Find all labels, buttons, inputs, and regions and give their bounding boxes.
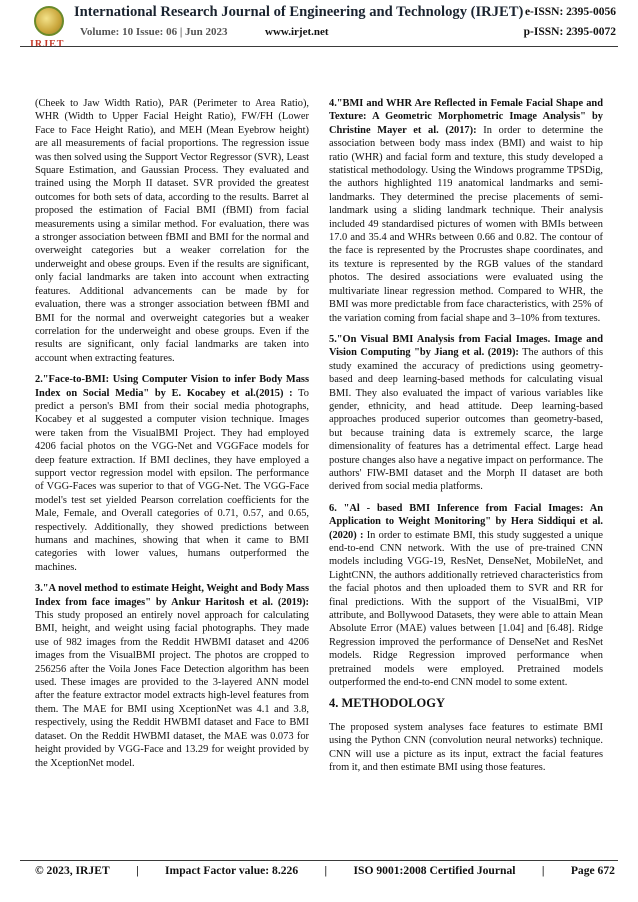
paragraph [329,333,603,494]
page-footer [35,864,615,877]
paragraph-body: In order to estimate BMI, this study suggested a unique end-to-end CNN network. With the use of pre-trained CNN models including VGG-19, ResNet, DenseNet, MobileNet, and LightCNN, the authors additionally retrieved characteristics from the facial photos and then uploaded them to SVR and RR for final predictions. With the support of the VisualBmi, VIP attribute, and Bollywood Datasets, they were able to attain Mean Absolute Error (MAE) values between [1.04] and [6.48]. Ridge Regression improved the performance of DenseNet and ResNet models. Ridge Regression improved performance when pretrained models were employed. Pretrained models outperformed the end-to-end CNN model to some extent. [329,529,603,689]
paragraph [329,502,603,690]
page-number: Page 672 [570,864,615,877]
pissn: p-ISSN: 2395-0072 [523,26,616,38]
right-column [329,97,603,783]
iso-certification: ISO 9001:2008 Certified Journal [353,864,516,877]
left-column [35,97,309,778]
journal-title: International Research Journal of Engineering and Technology (IRJET) [74,4,524,20]
section-heading: 4. METHODOLOGY [329,696,445,711]
footer-separator: | [324,864,328,877]
paragraph-title: 6. "Al - based BMI Inference from Facial Images: An Application to Weight Monitoring" by Hera Siddiqui et al.(2020) : [329,502,603,541]
paragraph: (Cheek to Jaw Width Ratio), PAR (Perimeter to Area Ratio), WHR (Width to Upper Facial Height Ratio), FW/FH (Lower Face to Face Height Ratio), and MEH (Mean Eyebrow height) are all measurements of facial proportions. The regression issue was then solved using the Support Vector Regressor (SVR), Least Square Estimation, and Gaussian Process. They evaluated and trained using the Morph II dataset. SVR provided the greatest outcomes for both sets of data, according to the results. Barret al proposed the estimation of Facial BMI (fBMI) from facial measurements using a similar method. For evaluation, there was a stronger association between fBMI and BMI for the normal and overweight categories but a weaker correlation for the underweight and obese groups. Even if the results are significant, only facial landmarks are taken into account when extracting features. Additional advancements can be made by for evaluation, there was a stronger association between fBMI and BMI for the normal and overweight categories but a weaker correlation for the underweight and obese groups. Even if the results are significant, only facial landmarks are taken into account when extracting features. [35,98,309,364]
copyright: © 2023, IRJET [35,864,110,877]
paragraph-title: 2."Face-to-BMI: Using Computer Vision to infer Body Mass Index on Social Media" by E. Kocabey et al.(2015) : [35,374,309,399]
paragraph [329,97,603,325]
journal-website-link[interactable]: www.irjet.net [265,26,329,38]
paragraph-body: In order to determine the association between body mass index (BMI) and waist to hip ratio (WHR) and facial form and texture, this study developed a statistical methodology. Using the Windows programme TPSDig, the authors highlighted 119 anatomical landmarks and semi-landmarks. They determined the precise placements of semi-landmark using a sliding landmark technique. Their analysis included 49 standardised pictures of women with BMIs between 17.0 and 35.4 and WHRs between 0.66 and 0.82. The contour of the face is represented by the Procrustes shape coordinates, and its texture is represented by the RGB values of the standard photos. The desired associations were evaluated using the multivariate linear regression method. Compared to WHR, the BMI was more predictable from face characteristics, with 25% of the variation coming from facial shape and 3–10% from textures. [329,124,603,324]
irjet-logo-icon [34,6,64,36]
footer-separator: | [541,864,545,877]
paragraph [35,373,309,574]
paragraph [35,582,309,770]
paragraph-body: The authors of this study examined the accuracy of predictions using geometry-based and deep learning-based methods for calculating visual BMI. They also evaluated the impact of various variables like gender, ethnicity, and head attitude. Deep learning-based approaches produced superior outcomes than geometry-based, but because training data is extremely scarce, the large dimensionality of features has a detrimental effect. Large head posture changes also have a negative impact on performance. The authors' FIW-BMI dataset and the Morph II dataset are both derived from social media platforms. [329,347,603,493]
footer-separator: | [136,864,139,877]
logo-text: IRJET [30,39,65,50]
eissn: e-ISSN: 2395-0056 [524,6,616,18]
paragraph-body: To predict a person's BMI from their social media photographs, Kocabey et al suggested a computer vision technique. Images were taken from the VisualBMI Project. They had employed 4206 facial photos on the VGG-Net and VGGFace models for deep feature extraction. If BMI declines, they have employed a support vector regression model with epsilon. The performance of VGG-Faces was superior to that of VGG-Net. The VGG-Face model's test set yielded Pearson correlation coefficients for the Male, Female, and Overall categories of 0.71, 0.57, and 0.65, respectively. Additionally, they showed predictions between humans and machines, showing that when it came to BMI categories with lower values, humans outperformed the machines. [35,387,309,573]
paragraph-title: 4."BMI and WHR Are Reflected in Female Facial Shape and Texture: A Geometric Morphometric Image Analysis" by Christine Mayer et al. (2017): [329,98,603,136]
paragraph-title: 5."On Visual BMI Analysis from Facial Images. Image and Vision Computing "by Jiang et al. (2019): [329,333,603,359]
paragraph-title: 3."A novel method to estimate Height, Weight and Body Mass Index from face images" by Ankur Haritosh et al. (2019): [35,583,309,608]
page-header [0,0,638,90]
paragraph: The proposed system analyses face features to estimate BMI using the Python CNN (convolution neural networks) technique. CNN will use a picture as its input, extract the facial features from it, and then estimate BMI using those features. [329,721,603,774]
impact-factor: Impact Factor value: 8.226 [165,864,299,877]
paragraph-body: This study proposed an entirely novel approach for calculating BMI, height, and weight using facial photographs. They made use of 982 images from the Reddit HWBMI dataset and 4206 images from the VisualBMI project. The photos are cropped to 256256 after the Voila Jones Face Detection algorithm has been used. These images are provided to the 3-layered ANN model after the feature extractor model extracts high-level features from them. The MAE for BMI using XceptionNet was 4.1 and 3.8, respectively, using the Reddit HWBMI dataset and Face to BMI dataset. On the Reddit HWBMI dataset, the MAE was 0.073 for height provided by VGG-Face and 13.29 for weight provided by the XceptionNet model. [35,610,309,769]
volume-issue: Volume: 10 Issue: 06 | Jun 2023 [80,26,228,38]
footer-divider [20,860,618,861]
header-divider [20,46,618,47]
